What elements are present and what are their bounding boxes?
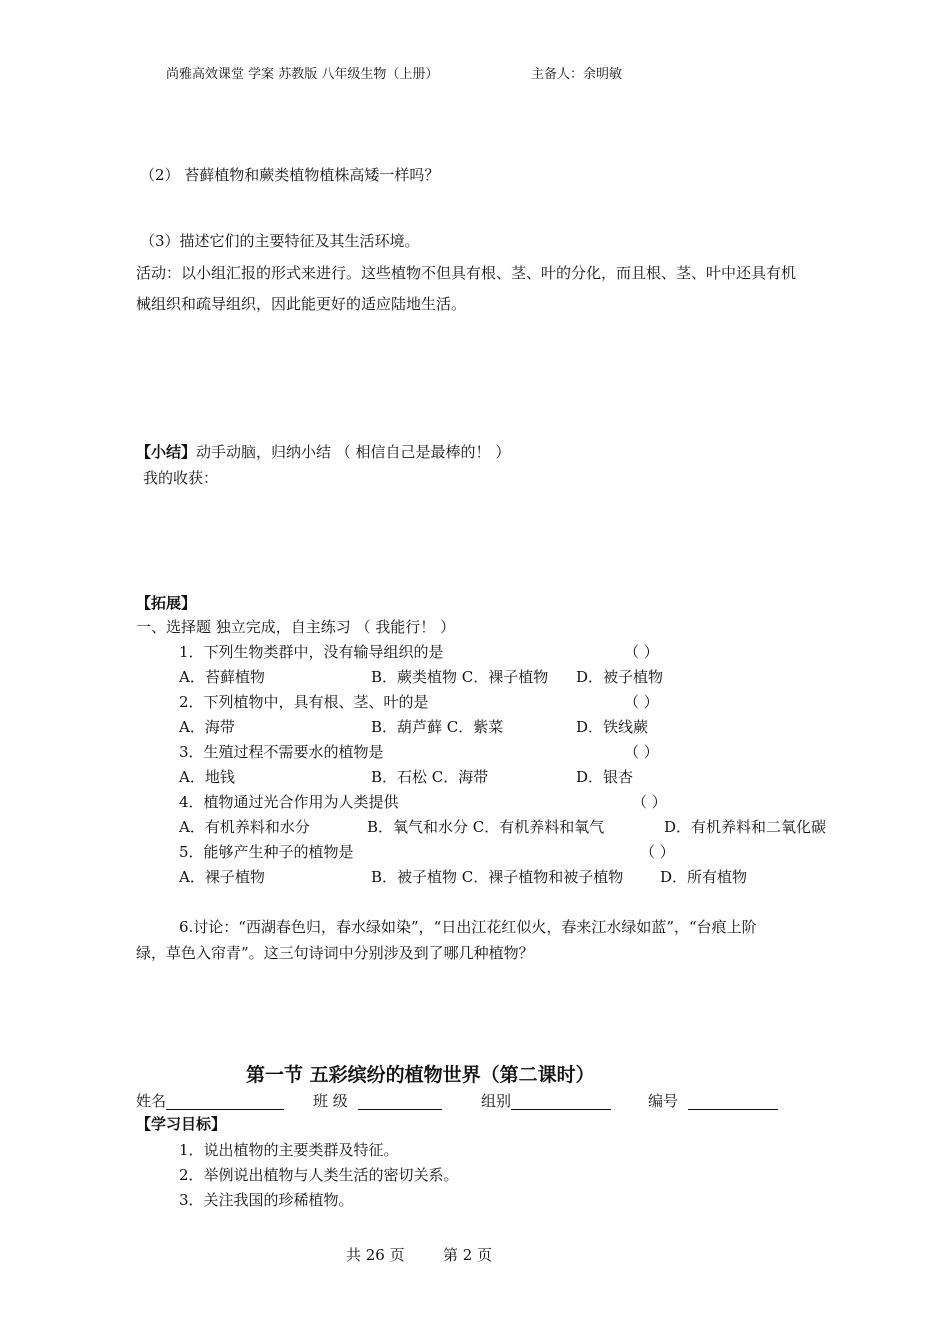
number-field <box>648 1092 778 1110</box>
summary-tag: 【小结】 <box>136 443 197 461</box>
footer-total-pages: 共 26 页 <box>346 1246 405 1264</box>
footer-page-number: 第 2 页 <box>443 1246 493 1264</box>
mcq-4-option-d: D．有机养料和二氧化碳 <box>664 818 827 836</box>
name-label: 姓名 <box>136 1092 167 1110</box>
mcq-3-option-a: A．地钱 <box>179 768 235 786</box>
mcq-3-paren: （ ） <box>624 743 659 761</box>
name-blank[interactable] <box>166 1095 284 1110</box>
summary-harvest: 我的收获： <box>143 469 219 487</box>
objective-1: 1．说出植物的主要类群及特征。 <box>179 1141 399 1159</box>
number-blank[interactable] <box>688 1095 778 1110</box>
summary-text: 动手动脑，归纳小结 （ 相信自己是最棒的！ ） <box>196 443 511 461</box>
objective-3: 3．关注我国的珍稀植物。 <box>179 1191 354 1209</box>
mcq-2-option-a: A．海带 <box>179 718 235 736</box>
mcq-4-option-bc: B．氧气和水分 C．有机养料和氧气 <box>367 818 605 836</box>
mcq-4-stem: 4．植物通过光合作用为人类提供 <box>179 793 399 811</box>
mcq-3-option-bc: B．石松 C．海带 <box>371 768 489 786</box>
mcq-1-option-a: A．苔藓植物 <box>179 668 265 686</box>
question-3: （3）描述它们的主要特征及其生活环境。 <box>140 232 420 250</box>
number-label: 编号 <box>648 1092 679 1110</box>
summary-line <box>136 443 510 461</box>
mcq-2-paren: （ ） <box>624 693 659 711</box>
group-blank[interactable] <box>511 1095 611 1110</box>
group-field <box>481 1092 611 1110</box>
mcq-2-stem: 2．下列植物中，具有根、茎、叶的是 <box>179 693 429 711</box>
mcq-2-option-bc: B．葫芦藓 C．紫菜 <box>371 718 504 736</box>
mcq-1-paren: （ ） <box>624 643 659 661</box>
class-label: 班 级 <box>313 1092 348 1110</box>
lesson-title: 第一节 五彩缤纷的植物世界（第二课时） <box>246 1064 595 1086</box>
mcq-5-option-d: D．所有植物 <box>660 868 748 886</box>
group-label: 组别 <box>481 1092 512 1110</box>
mcq-4-option-a: A．有机养料和水分 <box>179 818 310 836</box>
mcq-5-paren: （ ） <box>640 843 675 861</box>
mcq-1-stem: 1．下列生物类群中，没有输导组织的是 <box>179 643 444 661</box>
mcq-4-paren: （ ） <box>632 793 667 811</box>
header-right: 主备人：余明敏 <box>531 67 623 82</box>
mcq-5-option-a: A．裸子植物 <box>179 868 265 886</box>
question-2: （2） 苔藓植物和蕨类植物植株高矮一样吗？ <box>140 166 440 184</box>
mcq-5-stem: 5．能够产生种子的植物是 <box>179 843 354 861</box>
mcq-1-option-d: D．被子植物 <box>576 668 664 686</box>
question-6-line-1: 6.讨论：“西湖春色归，春水绿如染”，“日出江花红似火，春来江水绿如蓝”，“台痕上阶 <box>179 918 757 936</box>
mcq-3-stem: 3．生殖过程不需要水的植物是 <box>179 743 384 761</box>
name-field <box>136 1092 284 1110</box>
activity-line-2: 械组织和疏导组织，因此能更好的适应陆地生活。 <box>136 295 467 313</box>
question-6-line-2: 绿，草色入帘青”。这三句诗词中分别涉及到了哪几种植物？ <box>136 944 534 962</box>
objectives-tag: 【学习目标】 <box>136 1115 227 1133</box>
activity-line-1: 活动：以小组汇报的形式来进行。这些植物不但具有根、茎、叶的分化，而且根、茎、叶中还具有机 <box>136 264 797 282</box>
mcq-1-option-bc: B．蕨类植物 C．裸子植物 <box>371 668 549 686</box>
class-blank[interactable] <box>358 1095 442 1110</box>
class-field <box>313 1092 442 1110</box>
header-left: 尚雅高效课堂 学案 苏教版 八年级生物（上册） <box>166 67 439 82</box>
extension-tag: 【拓展】 <box>136 594 197 612</box>
mcq-2-option-d: D．铁线蕨 <box>576 718 649 736</box>
mcq-5-option-bc: B．被子植物 C．裸子植物和被子植物 <box>371 868 624 886</box>
mcq-3-option-d: D．银杏 <box>576 768 634 786</box>
objective-2: 2．举例说出植物与人类生活的密切关系。 <box>179 1166 459 1184</box>
extension-section: 一、选择题 独立完成，自主练习 （ 我能行！ ） <box>136 618 456 636</box>
